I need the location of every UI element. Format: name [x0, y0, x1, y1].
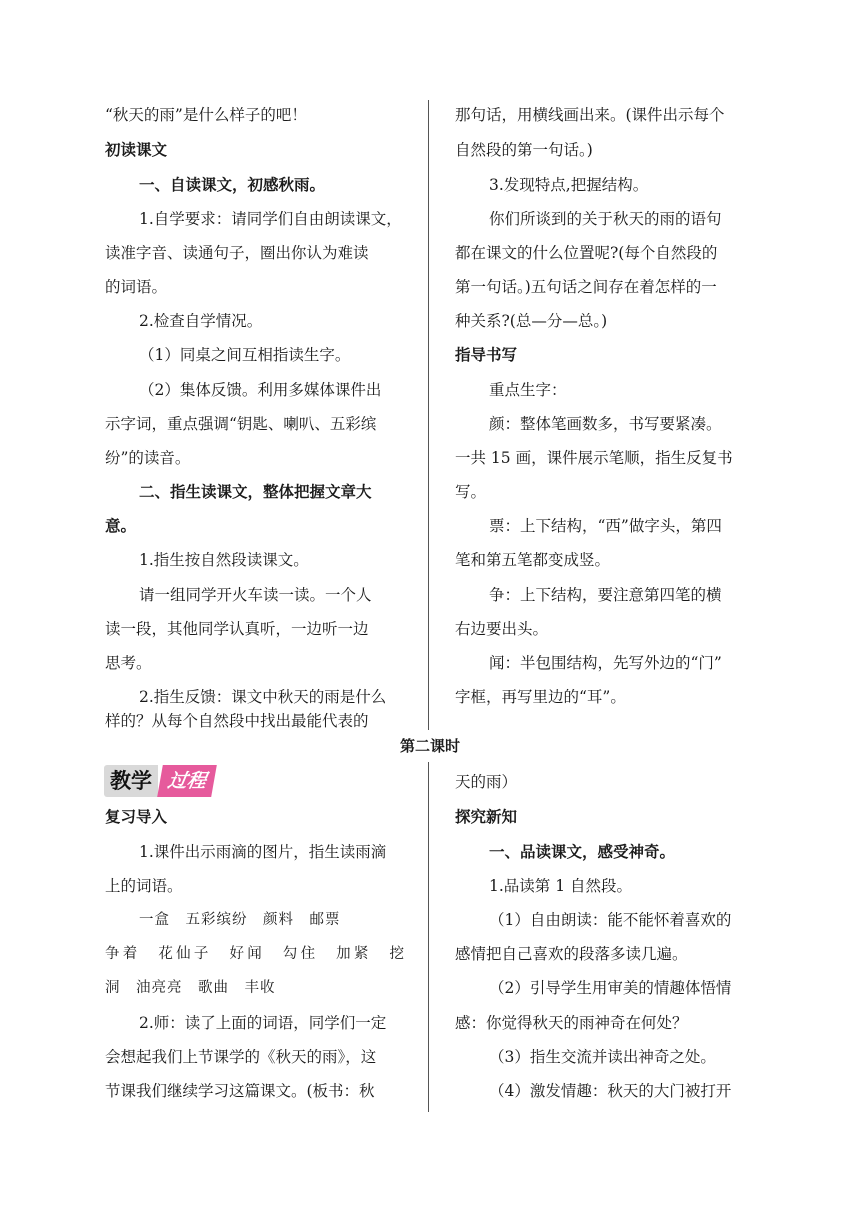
text-line: 感：你觉得秋天的雨神奇在何处？ — [455, 1014, 688, 1032]
text-line: 1.指生按自然段读课文。 — [139, 551, 309, 569]
text-line: 感情把自己喜欢的段落多读几遍。 — [455, 945, 688, 963]
badge-label: 教学 — [104, 765, 158, 797]
text-line: 上的词语。 — [105, 877, 183, 895]
text-line: 颜：整体笔画数多，书写要紧凑。 — [489, 415, 722, 433]
vocab-line: 洞 油亮亮 歌曲 丰收 — [105, 980, 276, 996]
text-line: 天的雨） — [455, 773, 518, 791]
text-line: 笔和第五笔都变成竖。 — [455, 551, 611, 569]
text-line: 你们所谈到的关于秋天的雨的语句 — [489, 210, 722, 228]
text-line: 重点生字： — [489, 381, 567, 399]
text-line: 会想起我们上节课学的《秋天的雨》，这 — [105, 1048, 377, 1066]
teaching-process-badge — [104, 765, 214, 797]
section-heading: 指导书写 — [455, 346, 518, 364]
text-line: 2.师：读了上面的词语，同学们一定 — [139, 1014, 387, 1032]
text-line: 1.课件出示雨滴的图片，指生读雨滴 — [139, 843, 387, 861]
text-line: 票：上下结构，“西”做字头，第四 — [489, 517, 722, 535]
section-heading: 初读课文 — [105, 141, 168, 159]
text-line: 读一段，其他同学认真听，一边听一边 — [105, 620, 369, 638]
text-line: （3）指生交流并读出神奇之处。 — [489, 1048, 716, 1066]
column-divider — [428, 762, 429, 1112]
text-line: （4）激发情趣：秋天的大门被打开 — [489, 1082, 732, 1100]
subsection-heading: 一、自读课文，初感秋雨。 — [139, 176, 326, 194]
text-line: 2.检查自学情况。 — [139, 312, 263, 330]
text-line: 读准字音、读通句子，圈出你认为难读 — [105, 244, 369, 262]
text-line: 第一句话。)五句话之间存在着怎样的一 — [455, 278, 717, 296]
subsection-heading: 意。 — [105, 517, 137, 535]
text-line: 自然段的第一句话。) — [455, 141, 593, 159]
text-line: 示字词，重点强调“钥匙、喇叭、五彩缤 — [105, 415, 377, 433]
text-line: （2）引导学生用审美的情趣体悟情 — [489, 979, 732, 997]
text-line: 纷”的读音。 — [105, 449, 191, 467]
text-line: 争：上下结构，要注意第四笔的横 — [489, 586, 722, 604]
text-line: 闻：半包围结构，先写外边的“门” — [489, 654, 722, 672]
text-line: 1.自学要求：请同学们自由朗读课文， — [139, 210, 402, 228]
text-line: 样的？从每个自然段中找出最能代表的 — [105, 712, 369, 730]
text-line: 2.指生反馈：课文中秋天的雨是什么 — [139, 688, 387, 706]
section-heading: 复习导入 — [105, 808, 168, 826]
text-line: 种关系?(总—分—总。) — [455, 312, 608, 330]
text-line: 都在课文的什么位置呢?(每个自然段的 — [455, 244, 718, 262]
text-line: 那句话，用横线画出来。(课件出示每个 — [455, 106, 725, 124]
text-line: 思考。 — [105, 654, 152, 672]
subsection-heading: 一、品读课文，感受神奇。 — [489, 843, 676, 861]
text-line: （1）同桌之间互相指读生字。 — [139, 346, 351, 364]
text-line: 字框，再写里边的“耳”。 — [455, 688, 626, 706]
text-line: “秋天的雨”是什么样子的吧！ — [105, 106, 307, 124]
vocab-line: 争着 花仙子 好闻 勾住 加紧 挖 — [105, 946, 405, 962]
text-line: 右边要出头。 — [455, 620, 549, 638]
badge-label-accent: 过程 — [157, 765, 217, 797]
text-line: （1）自由朗读：能不能怀着喜欢的 — [489, 911, 732, 929]
text-line: 3.发现特点,把握结构。 — [489, 176, 649, 194]
subsection-heading: 二、指生读课文，整体把握文章大 — [139, 483, 372, 501]
text-line: 1.品读第 1 自然段。 — [489, 877, 633, 895]
text-line: 的词语。 — [105, 278, 168, 296]
text-line: 一共 15 画，课件展示笔顺，指生反复书 — [455, 449, 733, 467]
text-line: （2）集体反馈。利用多媒体课件出 — [139, 381, 382, 399]
text-line: 写。 — [455, 483, 487, 501]
section-title: 第二课时 — [399, 737, 460, 755]
section-heading: 探究新知 — [455, 808, 518, 826]
text-line: 请一组同学开火车读一读。一个人 — [139, 586, 372, 604]
text-line: 节课我们继续学习这篇课文。(板书：秋 — [105, 1082, 375, 1100]
vocab-line: 一盒 五彩缤纷 颜料 邮票 — [139, 912, 341, 928]
column-divider — [428, 100, 429, 730]
